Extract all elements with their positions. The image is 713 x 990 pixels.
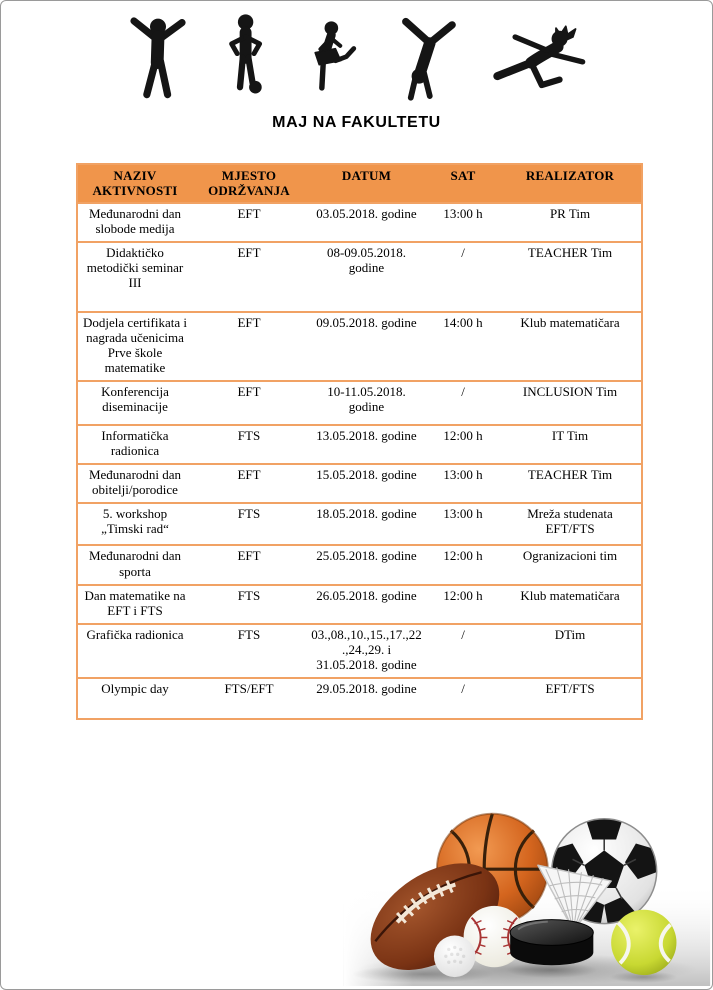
cell-mjesto: FTS [192, 585, 306, 624]
table-row [77, 545, 642, 584]
cell-mjesto: EFT [192, 464, 306, 503]
cell-sat: / [427, 624, 499, 678]
hockey-puck-icon [510, 920, 593, 966]
cell-sat: 13:00 h [427, 464, 499, 503]
child-standing-ball-icon [212, 9, 282, 101]
table-row [77, 312, 642, 381]
cell-datum: 18.05.2018. godine [306, 503, 427, 545]
table-header-row [77, 164, 642, 203]
sports-balls-image [343, 790, 711, 986]
cell-realizator: Ogranizacioni tim [499, 545, 642, 584]
cell-naziv: 5. workshop „Timski rad“ [77, 503, 192, 545]
cell-mjesto: EFT [192, 381, 306, 425]
children-silhouettes-banner [118, 7, 596, 101]
column-header-naziv: NAZIV AKTIVNOSTI [77, 164, 192, 203]
child-cartwheel-icon [378, 15, 470, 101]
cell-naziv: Međunarodni dan sporta [77, 545, 192, 584]
cell-sat: 13:00 h [427, 503, 499, 545]
cell-sat: / [427, 381, 499, 425]
cell-datum: 03.,08.,10.,15.,17.,22.,24.,29. i 31.05.2018. godine [306, 624, 427, 678]
column-header-realizator: REALIZATOR [499, 164, 642, 203]
cell-mjesto: EFT [192, 545, 306, 584]
page-title: MAJ NA FAKULTETU [272, 114, 441, 131]
cell-sat: 12:00 h [427, 425, 499, 464]
cell-naziv: Dan matematike na EFT i FTS [77, 585, 192, 624]
cell-sat: 13:00 h [427, 203, 499, 242]
golf-ball-icon [434, 936, 476, 978]
column-header-datum: DATUM [306, 164, 427, 203]
cell-sat: 12:00 h [427, 585, 499, 624]
cell-naziv: Međunarodni dan obitelji/porodice [77, 464, 192, 503]
cell-datum: 15.05.2018. godine [306, 464, 427, 503]
cell-datum: 13.05.2018. godine [306, 425, 427, 464]
cell-mjesto: EFT [192, 203, 306, 242]
child-kicking-icon [296, 11, 364, 101]
cell-naziv: Dodjela certifikata i nagrada učenicima Prve škole matematike [77, 312, 192, 381]
cell-naziv: Informatička radionica [77, 425, 192, 464]
cell-mjesto: EFT [192, 242, 306, 311]
cell-naziv: Grafička radionica [77, 624, 192, 678]
cell-naziv: Didaktičko metodički seminar III [77, 242, 192, 311]
cell-realizator: INCLUSION Tim [499, 381, 642, 425]
cell-datum: 29.05.2018. godine [306, 678, 427, 719]
child-leaping-icon [484, 21, 596, 101]
cell-realizator: TEACHER Tim [499, 242, 642, 311]
tennis-ball-icon [611, 910, 676, 975]
cell-mjesto: FTS [192, 503, 306, 545]
cell-realizator: TEACHER Tim [499, 464, 642, 503]
cell-realizator: IT Tim [499, 425, 642, 464]
cell-realizator: Mreža studenata EFT/FTS [499, 503, 642, 545]
child-arms-up-icon [118, 13, 198, 101]
cell-datum: 25.05.2018. godine [306, 545, 427, 584]
table-row [77, 242, 642, 311]
cell-datum: 08-09.05.2018. godine [306, 242, 427, 311]
table-row [77, 381, 642, 425]
cell-sat: / [427, 242, 499, 311]
cell-mjesto: FTS [192, 624, 306, 678]
table-row [77, 503, 642, 545]
cell-realizator: DTim [499, 624, 642, 678]
table-row [77, 464, 642, 503]
cell-naziv: Međunarodni dan slobode medija [77, 203, 192, 242]
cell-naziv: Olympic day [77, 678, 192, 719]
cell-mjesto: EFT [192, 312, 306, 381]
cell-mjesto: FTS/EFT [192, 678, 306, 719]
cell-realizator: Klub matematičara [499, 312, 642, 381]
table-row [77, 624, 642, 678]
cell-sat: 14:00 h [427, 312, 499, 381]
cell-datum: 10-11.05.2018. godine [306, 381, 427, 425]
cell-datum: 09.05.2018. godine [306, 312, 427, 381]
cell-sat: 12:00 h [427, 545, 499, 584]
table-row [77, 585, 642, 624]
table-row [77, 678, 642, 719]
table-row [77, 425, 642, 464]
cell-datum: 03.05.2018. godine [306, 203, 427, 242]
activities-table [76, 163, 643, 720]
cell-realizator: PR Tim [499, 203, 642, 242]
column-header-sat: SAT [427, 164, 499, 203]
cell-mjesto: FTS [192, 425, 306, 464]
cell-datum: 26.05.2018. godine [306, 585, 427, 624]
table-row [77, 203, 642, 242]
cell-sat: / [427, 678, 499, 719]
cell-realizator: Klub matematičara [499, 585, 642, 624]
cell-realizator: EFT/FTS [499, 678, 642, 719]
column-header-mjesto: MJESTO ODRŽVANJA [192, 164, 306, 203]
cell-naziv: Konferencija diseminacije [77, 381, 192, 425]
